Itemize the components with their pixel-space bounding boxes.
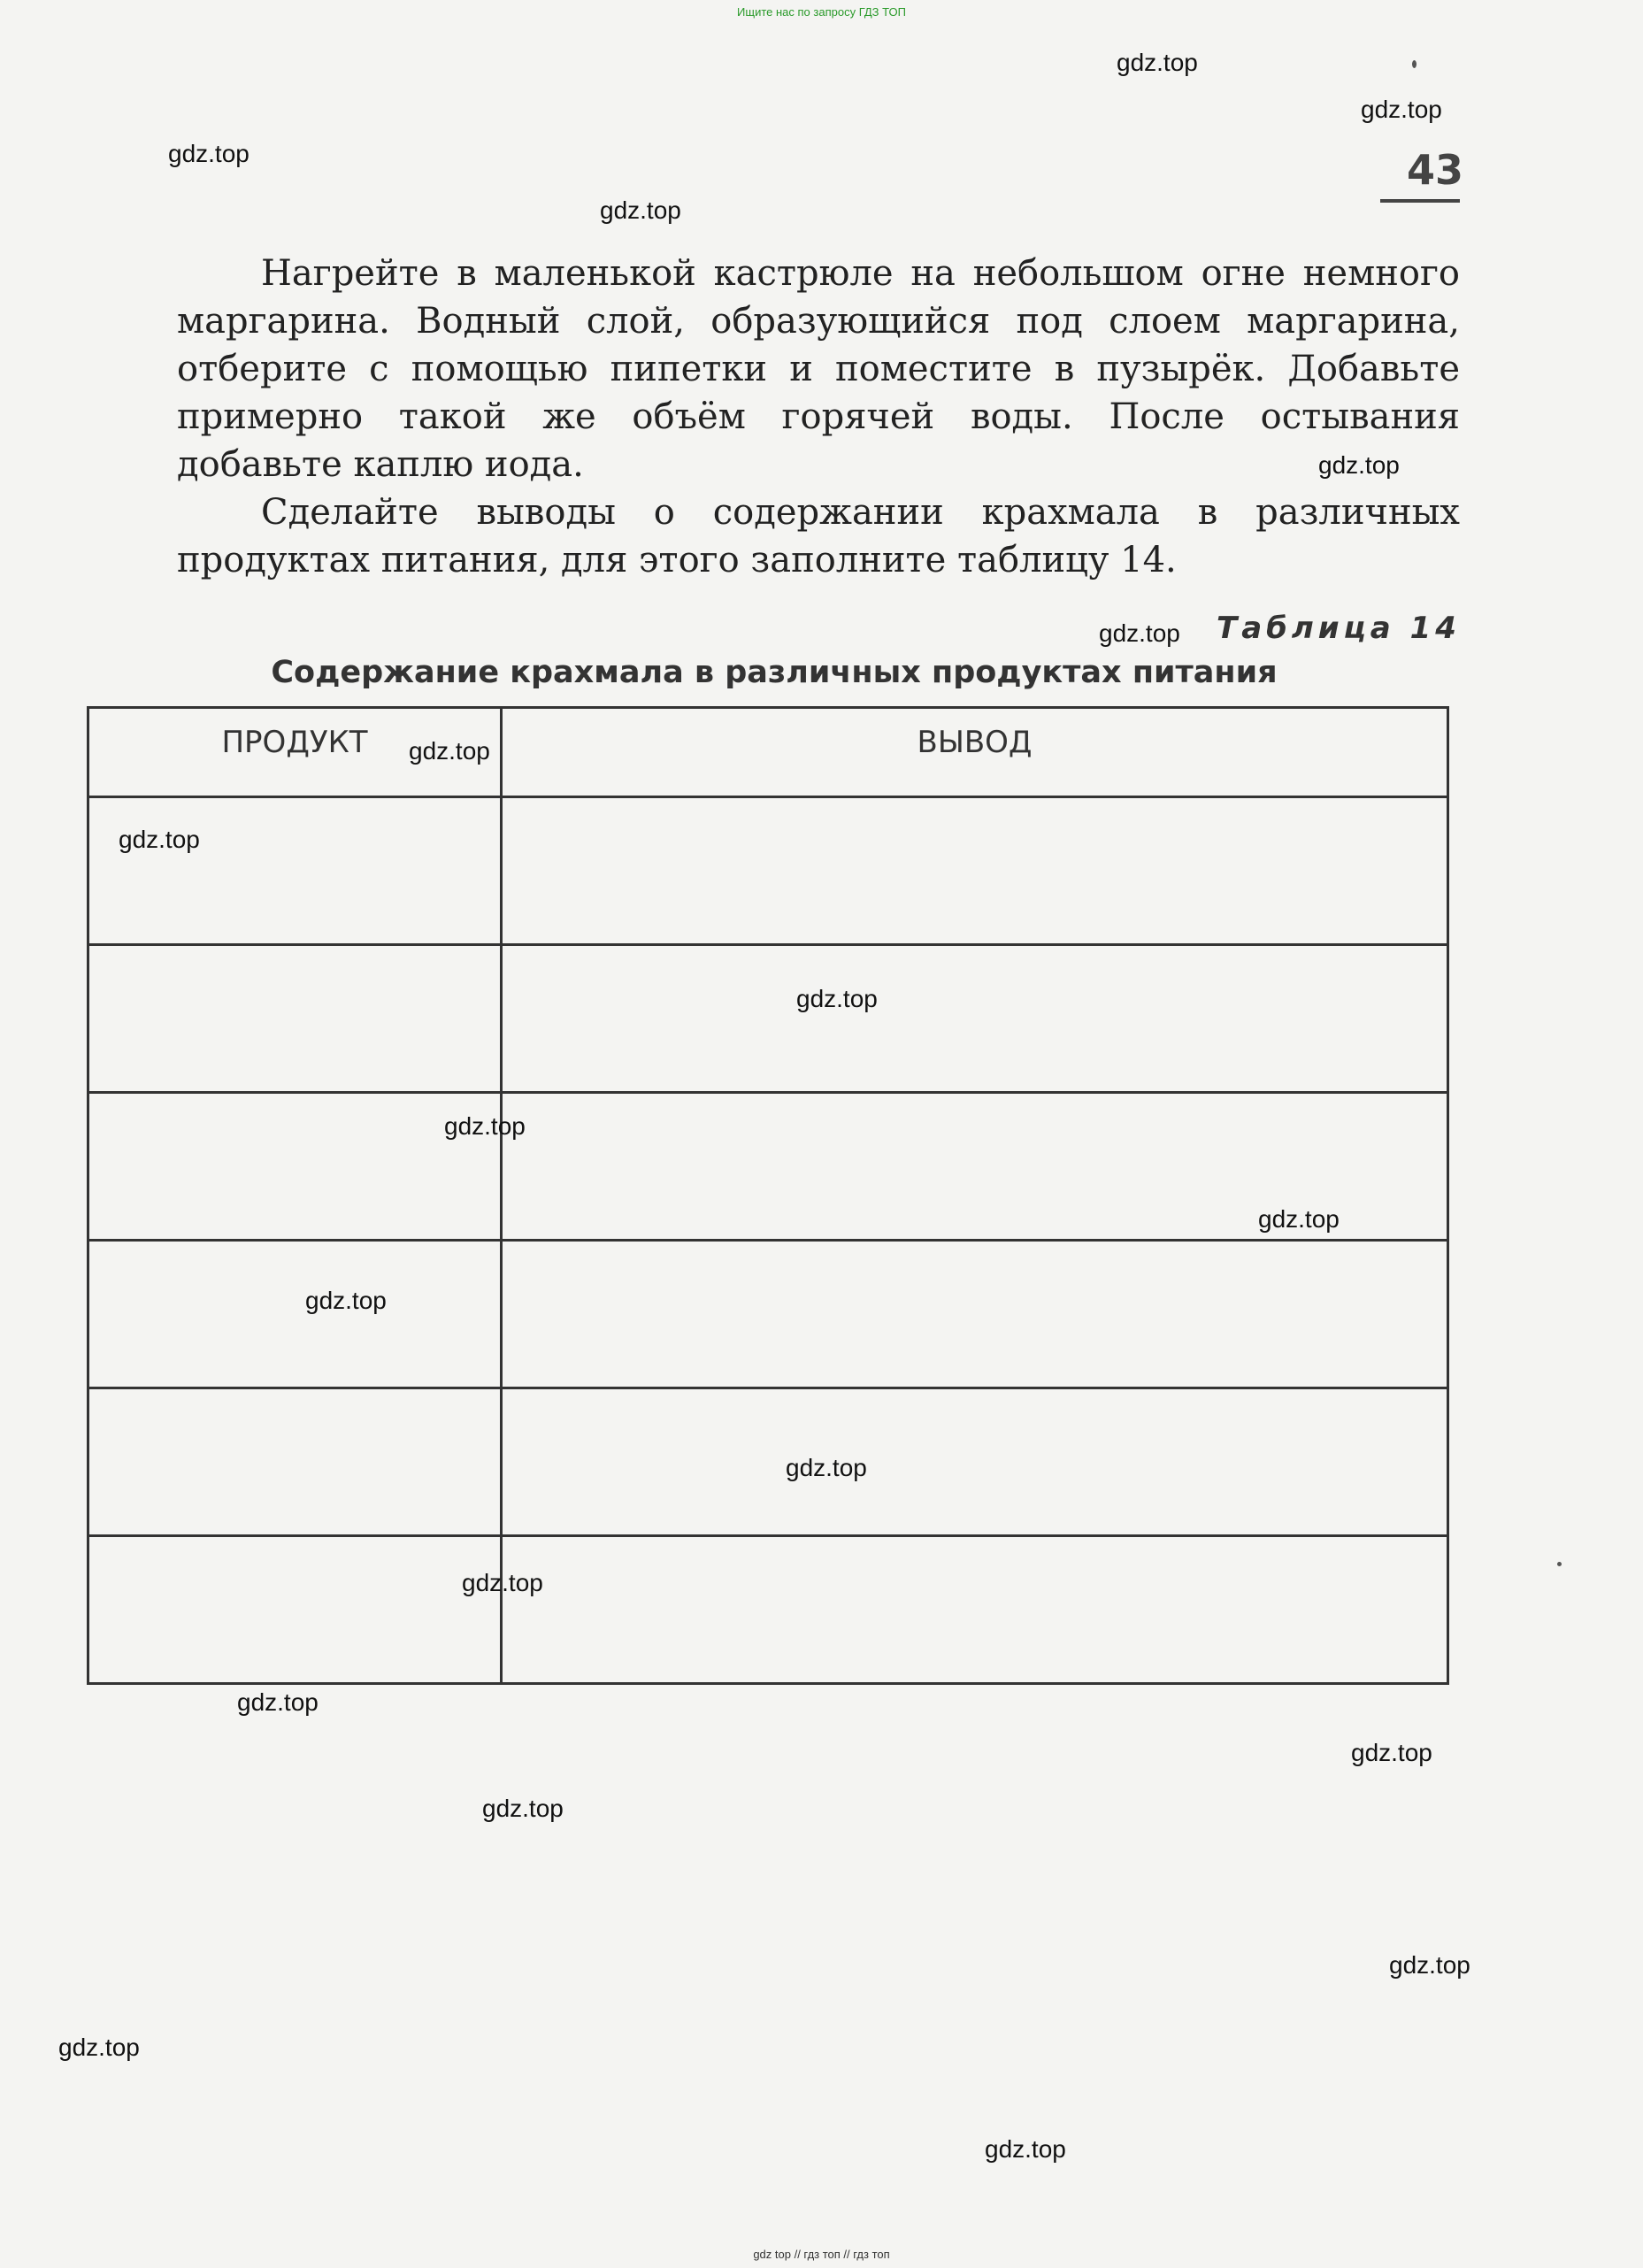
watermark: gdz.top xyxy=(305,1287,387,1314)
watermark: gdz.top xyxy=(119,826,200,853)
page-number: 43 xyxy=(1407,146,1464,194)
watermark: gdz.top xyxy=(237,1688,319,1716)
table-row xyxy=(88,797,1448,945)
watermark: gdz.top xyxy=(1361,96,1442,123)
watermark: gdz.top xyxy=(796,985,878,1012)
watermark: gdz.top xyxy=(1351,1739,1432,1766)
watermark: gdz.top xyxy=(1258,1205,1340,1233)
table-row xyxy=(88,945,1448,1093)
watermark: gdz.top xyxy=(600,196,681,224)
page-number-rule xyxy=(1380,199,1460,203)
watermark: gdz.top xyxy=(1099,619,1180,647)
table-row xyxy=(88,1093,1448,1241)
conclusion-cell[interactable] xyxy=(502,1536,1448,1684)
watermark: gdz.top xyxy=(1117,49,1198,76)
watermark: gdz.top xyxy=(168,140,250,167)
table-label: Таблица 14 xyxy=(1217,611,1461,646)
product-cell[interactable] xyxy=(88,1241,502,1388)
watermark: gdz.top xyxy=(409,737,490,765)
paragraph-instructions: Нагрейте в маленькой кастрюле на небольшом огне немного маргарина. Водный слой, образующийся под слоем маргарина, отберите с помощью пипетки и поместите в пузырёк. Добавьте примерно такой же объём горячей воды. После остывания добавьте каплю иода. xyxy=(177,253,1460,485)
table-header-row xyxy=(88,708,1448,797)
product-cell[interactable] xyxy=(88,945,502,1093)
conclusion-cell[interactable] xyxy=(502,945,1448,1093)
scan-speck xyxy=(1557,1562,1562,1566)
table-row xyxy=(88,1536,1448,1684)
top-banner[interactable]: Ищите нас по запросу ГДЗ ТОП xyxy=(737,5,906,19)
bottom-banner[interactable]: gdz top // гдз топ // гдз топ xyxy=(753,2248,890,2261)
table-row xyxy=(88,1388,1448,1536)
header-conclusion: ВЫВОД xyxy=(502,708,1448,797)
product-cell[interactable] xyxy=(88,1536,502,1684)
conclusion-cell[interactable] xyxy=(502,1388,1448,1536)
watermark: gdz.top xyxy=(462,1569,543,1596)
watermark: gdz.top xyxy=(985,2135,1066,2163)
starch-content-table xyxy=(87,706,1449,1685)
watermark: gdz.top xyxy=(1318,451,1400,479)
watermark: gdz.top xyxy=(482,1795,564,1822)
product-cell[interactable] xyxy=(88,1388,502,1536)
watermark: gdz.top xyxy=(1389,1951,1470,1979)
conclusion-cell[interactable] xyxy=(502,797,1448,945)
table-title: Содержание крахмала в различных продуктах питания xyxy=(271,655,1278,690)
product-cell[interactable] xyxy=(88,797,502,945)
scan-speck xyxy=(1412,60,1417,68)
watermark: gdz.top xyxy=(786,1454,867,1481)
paragraph-task: Сделайте выводы о содержании крахмала в различных продуктах питания, для этого заполните таблицу 14. xyxy=(177,492,1460,580)
product-cell[interactable] xyxy=(88,1093,502,1241)
conclusion-cell[interactable] xyxy=(502,1241,1448,1388)
watermark: gdz.top xyxy=(58,2034,140,2061)
header-product: ПРОДУКТ xyxy=(88,708,502,797)
table-row xyxy=(88,1241,1448,1388)
watermark: gdz.top xyxy=(444,1112,526,1140)
